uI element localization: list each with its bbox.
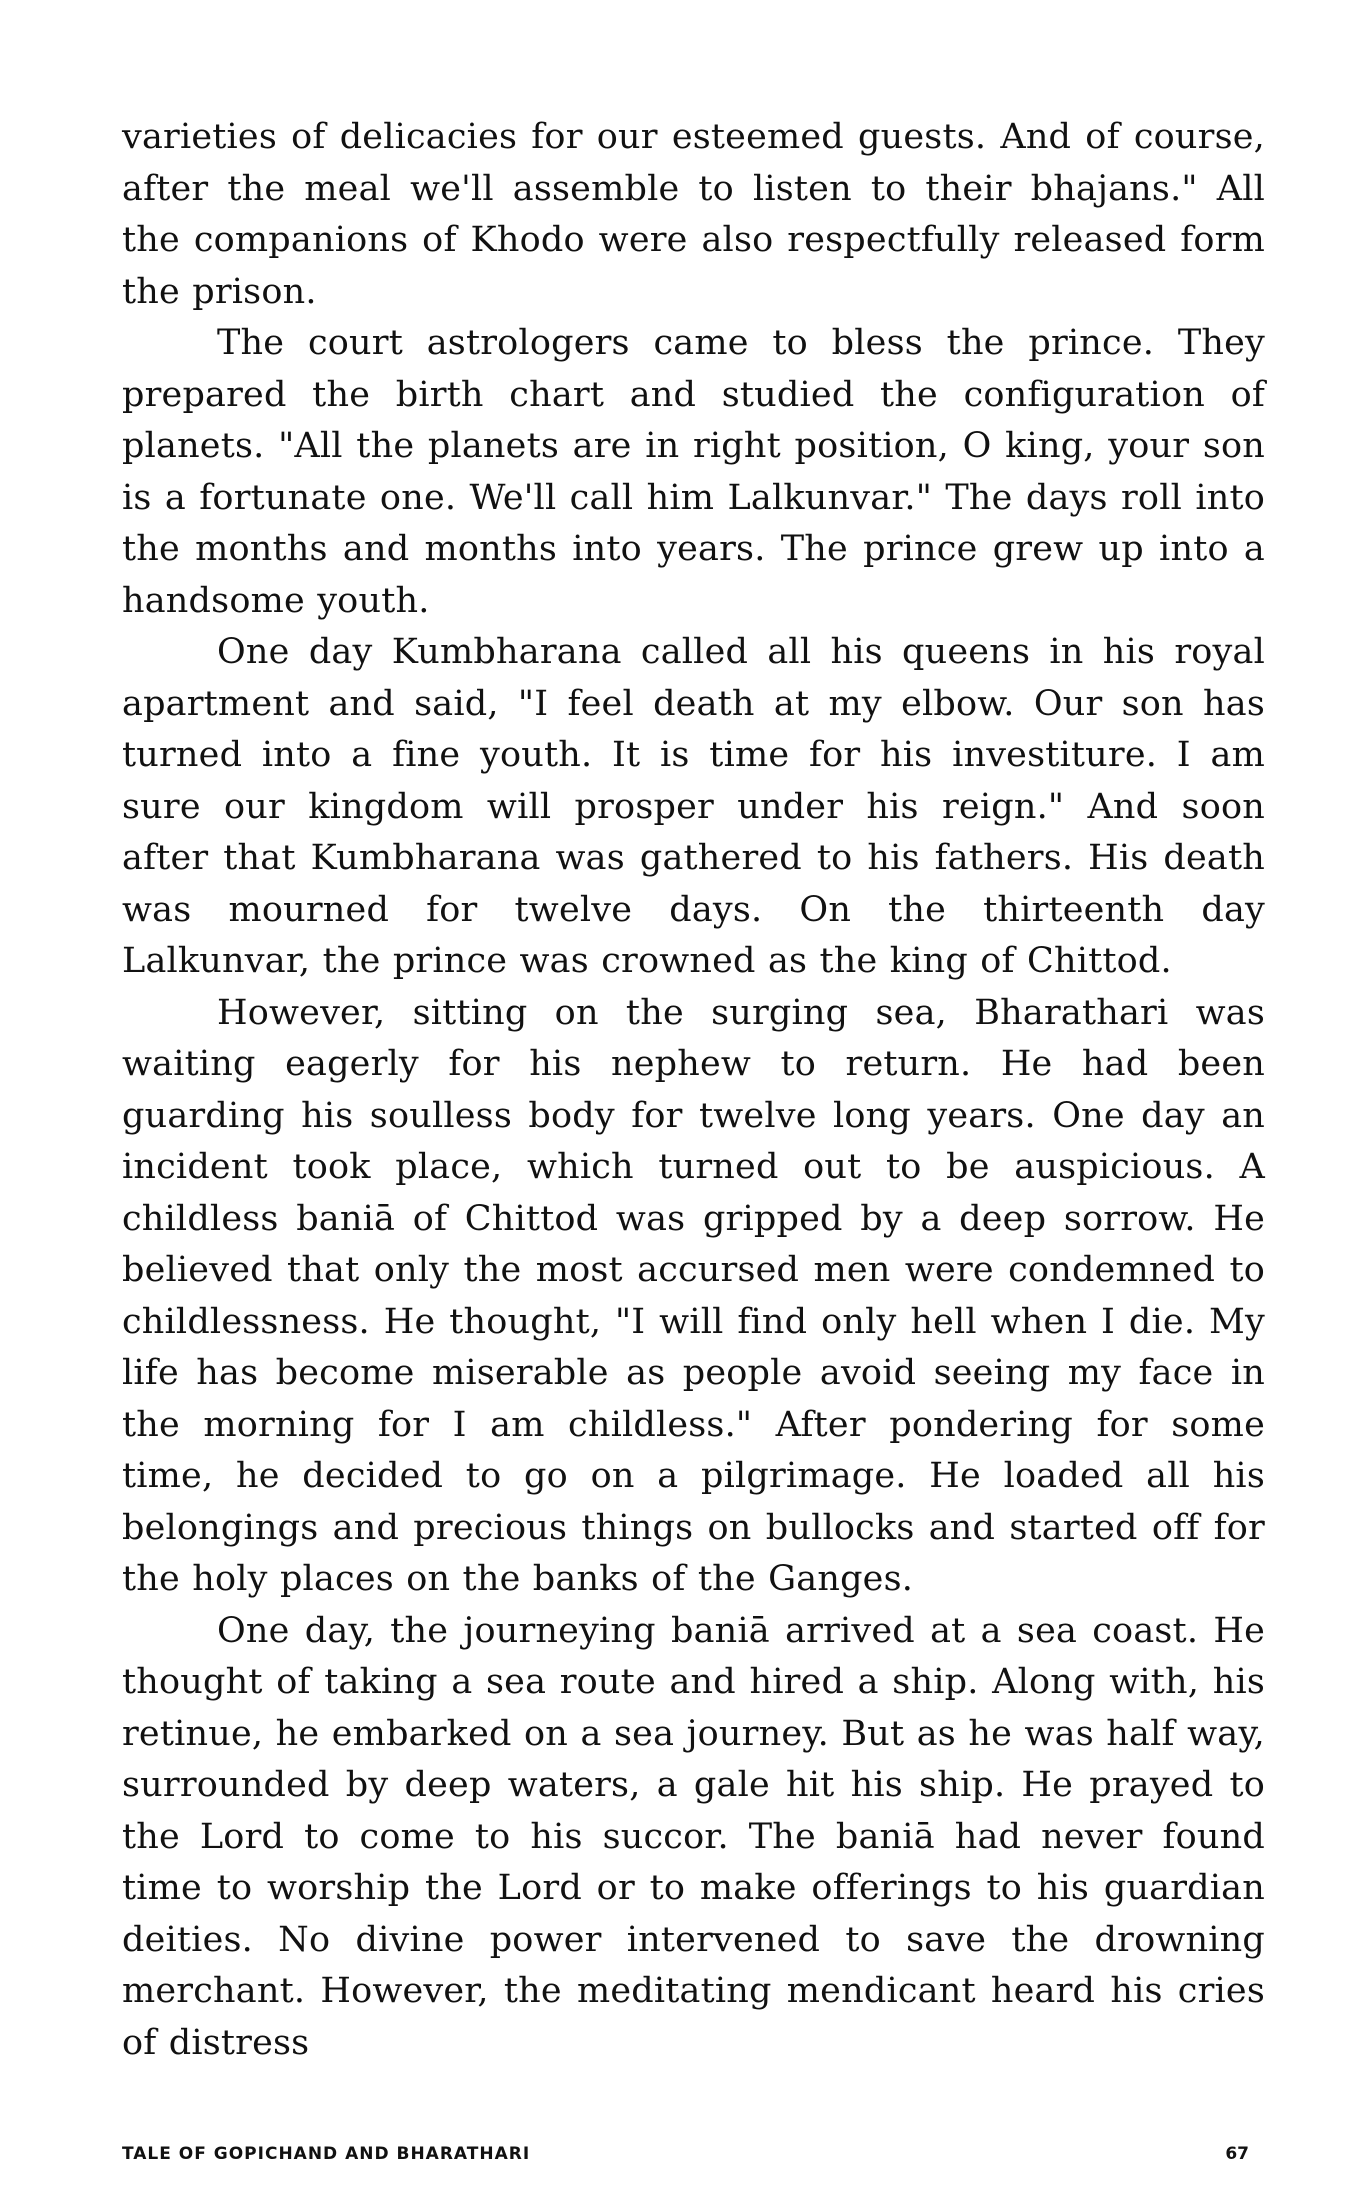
paragraph-5: One day, the journeying baniā arrived at a sea coast. He thought of taking a sea route and hired a ship. Along with, his retinue, he embarked on a sea journey. But as he was half way, surrounded by deep waters, a gale hit his ship. He prayed to the Lord to come to his succor. The baniā had never found time to worship the Lord or to make offerings to his guardian deities. No divine power intervened to save the drowning merchant. However, the meditating mendicant heard his cries of distress [122, 1610, 1265, 2063]
paragraph-2: The court astrologers came to bless the prince. They prepared the birth chart and studied the configuration of planets. "All the planets are in right position, O king, your son is a fortunate one. We'll call him Lalkunvar." The days roll into the months and months into years. The prince grew up into a handsome youth. [122, 323, 1265, 621]
paragraph-4: However, sitting on the surging sea, Bharathari was waiting eagerly for his nephew to return. He had been guarding his soulless body for twelve long years. One day an incident took place, which turned out to be auspicious. A childless baniā of Chittod was gripped by a deep sorrow. He believed that only the most accursed men were condemned to childlessness. He thought, "I will find only hell when I die. My life has become miserable as people avoid seeing my face in the morning for I am childless." After pondering for some time, he decided to go on a pilgrimage. He loaded all his belongings and precious things on bullocks and started off for the holy places on the banks of the Ganges. [122, 992, 1265, 1599]
page-number: 67 [1225, 2144, 1249, 2164]
body-text [122, 112, 1265, 2069]
paragraph-1: varieties of delicacies for our esteemed guests. And of course, after the meal we'll assemble to listen to their bhajans." All the companions of Khodo were also respectfully released form the prison. [122, 117, 1265, 312]
paragraph-3: One day Kumbharana called all his queens in his royal apartment and said, "I feel death at my elbow. Our son has turned into a fine youth. It is time for his investiture. I am sure our kingdom will prosper under his reign." And soon after that Kumbharana was gathered to his fathers. His death was mourned for twelve days. On the thirteenth day Lalkunvar, the prince was crowned as the king of Chittod. [122, 632, 1265, 981]
page-footer [122, 2144, 1265, 2174]
running-title: TALE OF GOPICHAND AND BHARATHARI [122, 2144, 531, 2164]
